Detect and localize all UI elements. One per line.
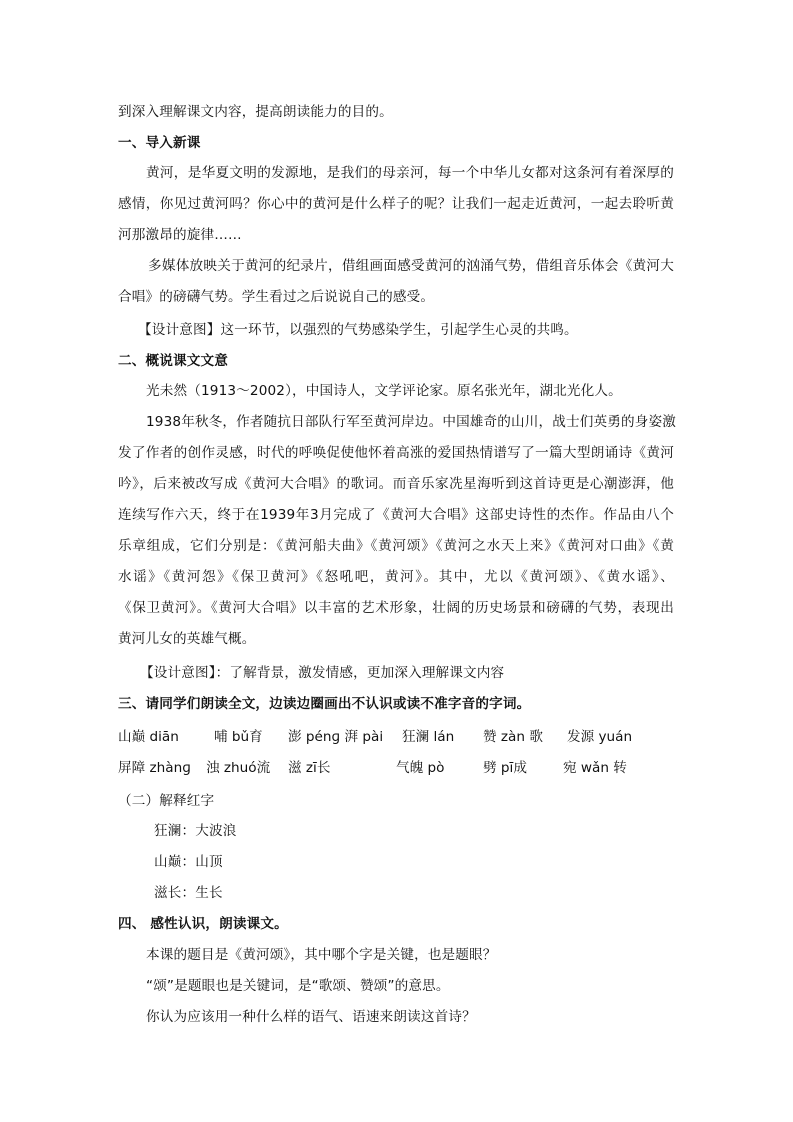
vocab-item: 澎 pénɡ 湃 pài: [288, 729, 384, 745]
glossary-item: 山巅：山顶: [154, 854, 223, 870]
vocab-item: 气魄 pò: [396, 760, 445, 776]
vocab-item: 发源 yuán: [567, 729, 633, 745]
section-1-design-note: 【设计意图】这一环节，以强烈的气势感染学生，引起学生心灵的共鸣。: [138, 322, 578, 338]
section-1-para1-line2: 感情，你见过黄河吗？你心中的黄河是什么样子的呢？让我们一起走近黄河，一起去聆听黄: [118, 196, 674, 212]
glossary-item: 滋长：生长: [154, 885, 223, 901]
section-2-bg-line8: 黄河儿女的英雄气概。: [118, 631, 256, 647]
vocab-item: 哺 bǔ育: [214, 729, 263, 745]
section-4-line2: “颂”是题眼也是关键词，是“歌颂、赞颂”的意思。: [146, 978, 450, 994]
glossary-item: 狂澜：大波浪: [154, 823, 237, 839]
section-2-bg-line2: 发了作者的创作灵感，时代的呼唤促使他怀着高涨的爱国热情谱写了一篇大型朗诵诗《黄河: [118, 445, 674, 461]
vocab-item: 浊 zhuó流: [206, 760, 271, 776]
section-1-heading: 一、导入新课: [118, 135, 201, 151]
vocab-item: 滋 zī长: [288, 760, 331, 776]
vocab-item: 劈 pī成: [483, 760, 527, 776]
section-2-bg-line4: 连续写作六天，终于在1939年3月完成了《黄河大合唱》这部史诗性的杰作。作品由八个: [118, 507, 674, 523]
section-4-line3: 你认为应该用一种什么样的语气、语速来朗读这首诗？: [146, 1009, 476, 1025]
section-3-subheading: （二）解释红字: [118, 793, 215, 809]
section-4-heading: 四、 感性认识，朗读课文。: [118, 916, 288, 932]
section-1-para2-line1: 多媒体放映关于黄河的纪录片，借组画面感受黄河的汹涌气势，借组音乐体会《黄河大: [148, 258, 674, 274]
vocab-item: 屏障 zhànɡ: [118, 760, 191, 776]
section-1-para1-line3: 河那激昂的旋律……: [118, 227, 242, 243]
vocab-item: 山巅 diān: [118, 729, 179, 745]
section-2-bg-line1: 1938年秋冬，作者随抗日部队行军至黄河岸边。中国雄奇的山川，战士们英勇的身姿激: [146, 414, 676, 430]
section-2-bg-line5: 乐章组成，它们分别是：《黄河船夫曲》《黄河颂》《黄河之水天上来》《黄河对口曲》《黄: [118, 538, 674, 554]
vocab-item: 宛 wǎn 转: [563, 760, 627, 776]
section-3-heading: 三、请同学们朗读全文，边读边圈画出不认识或读不准字音的字词。: [118, 696, 531, 712]
intro-tail-text: 到深入理解课文内容，提高朗读能力的目的。: [118, 104, 393, 120]
section-2-bg-line6: 水谣》《黄河怨》《保卫黄河》《怒吼吧，黄河》。其中，尤以《黄河颂》、《黄水谣》、: [118, 569, 674, 585]
section-2-bg-line3: 吟》，后来被改写成《黄河大合唱》的歌词。而音乐家冼星海听到这首诗更是心潮澎湃，他: [118, 476, 674, 492]
section-4-line1: 本课的题目是《黄河颂》，其中哪个字是关键，也是题眼？: [146, 947, 497, 963]
vocab-item: 赞 zàn 歌: [483, 729, 543, 745]
section-2-bg-line7: 《保卫黄河》。《黄河大合唱》以丰富的艺术形象，壮阔的历史场景和磅礴的气势，表现出: [118, 600, 674, 616]
section-2-heading: 二、概说课文文意: [118, 353, 228, 369]
vocab-item: 狂澜 lán: [402, 729, 455, 745]
section-2-author-text: 光未然（1913～2002），中国诗人，文学评论家。原名张光年，湖北光化人。: [146, 383, 622, 399]
section-1-para2-line2: 合唱》的磅礴气势。学生看过之后说说自己的感受。: [118, 289, 435, 305]
section-1-para1-line1: 黄河，是华夏文明的发源地，是我们的母亲河，每一个中华儿女都对这条河有着深厚的: [146, 165, 674, 181]
section-2-design-note: 【设计意图】：了解背景，激发情感，更加深入理解课文内容: [140, 665, 505, 681]
